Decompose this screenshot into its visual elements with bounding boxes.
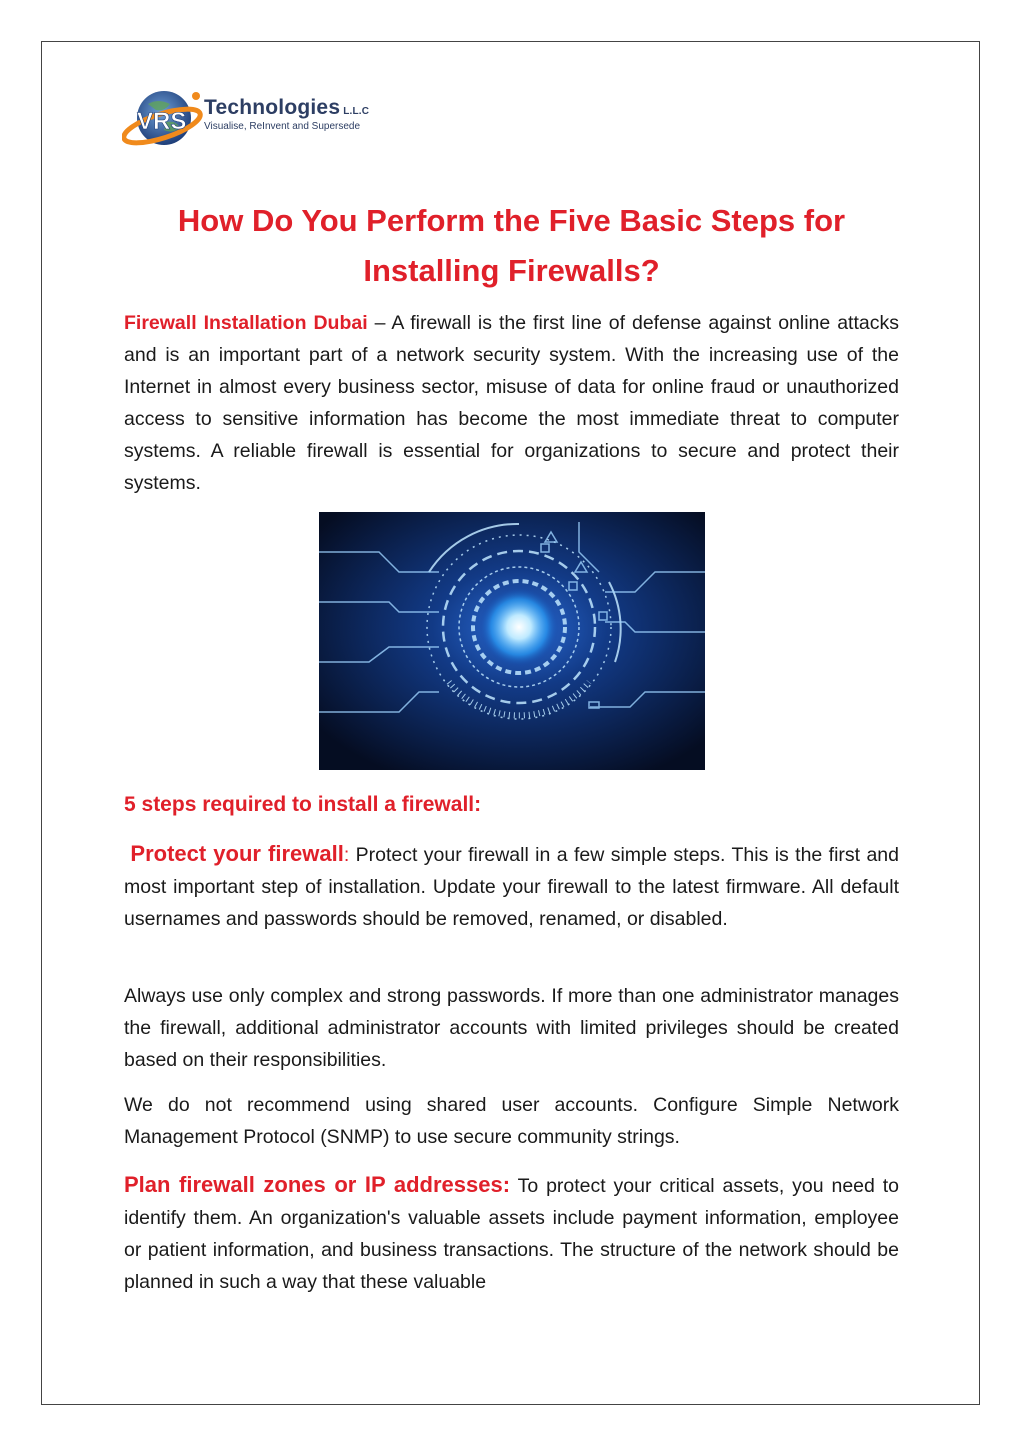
brand-block [204, 96, 369, 132]
brand-tagline: Visualise, ReInvent and Supersede [204, 121, 361, 132]
intro-paragraph [124, 307, 899, 499]
logo-letters: VRS [137, 108, 187, 135]
firewall-installation-dubai-link[interactable]: Firewall Installation Dubai [124, 312, 368, 334]
step1-heading: Protect your firewall [130, 841, 344, 866]
step2-text: To protect your critical assets, you need to identify them. An organization's valuable assets include payment information, employee or patient information, and business transactions. The structure of the network should be planned in such a way that these valuable [124, 1175, 899, 1293]
step1-text: Protect your firewall in a few simple steps. This is the first and most important step of installation. Update your firewall to the latest firmware. All default usernames and passwords should be removed, renamed, or disabled. [124, 844, 899, 930]
brand-name [204, 96, 369, 120]
page-title: How Do You Perform the Five Basic Steps for Installing Firewalls? [177, 203, 846, 288]
passwords-paragraph: Always use only complex and strong passwords. If more than one administrator manages the firewall, additional administrator accounts with limited privileges should be created based on their responsibilities. [124, 985, 899, 1071]
brand-suffix: L.L.C [343, 106, 370, 117]
snmp-paragraph: We do not recommend using shared user accounts. Configure Simple Network Management Protocol (SNMP) to use secure community strings. [124, 1094, 899, 1148]
step2-paragraph [124, 1169, 899, 1298]
brand-name-text: Technologies [204, 96, 341, 119]
cyber-lock-image [319, 512, 705, 770]
steps-heading: 5 steps required to install a firewall: [124, 793, 482, 816]
step1-colon: : [343, 844, 350, 866]
intro-text: – A firewall is the first line of defense against online attacks and is an important part of a network security system. With the increasing use of the Internet in almost every business sector, misuse of data for online fraud or unauthorized access to sensitive information has become the most immediate threat to computer systems. A reliable firewall is essential for organizations to secure and protect their systems. [124, 312, 899, 494]
step1-paragraph [124, 838, 899, 935]
step2-heading: Plan firewall zones or IP addresses: [124, 1172, 511, 1197]
